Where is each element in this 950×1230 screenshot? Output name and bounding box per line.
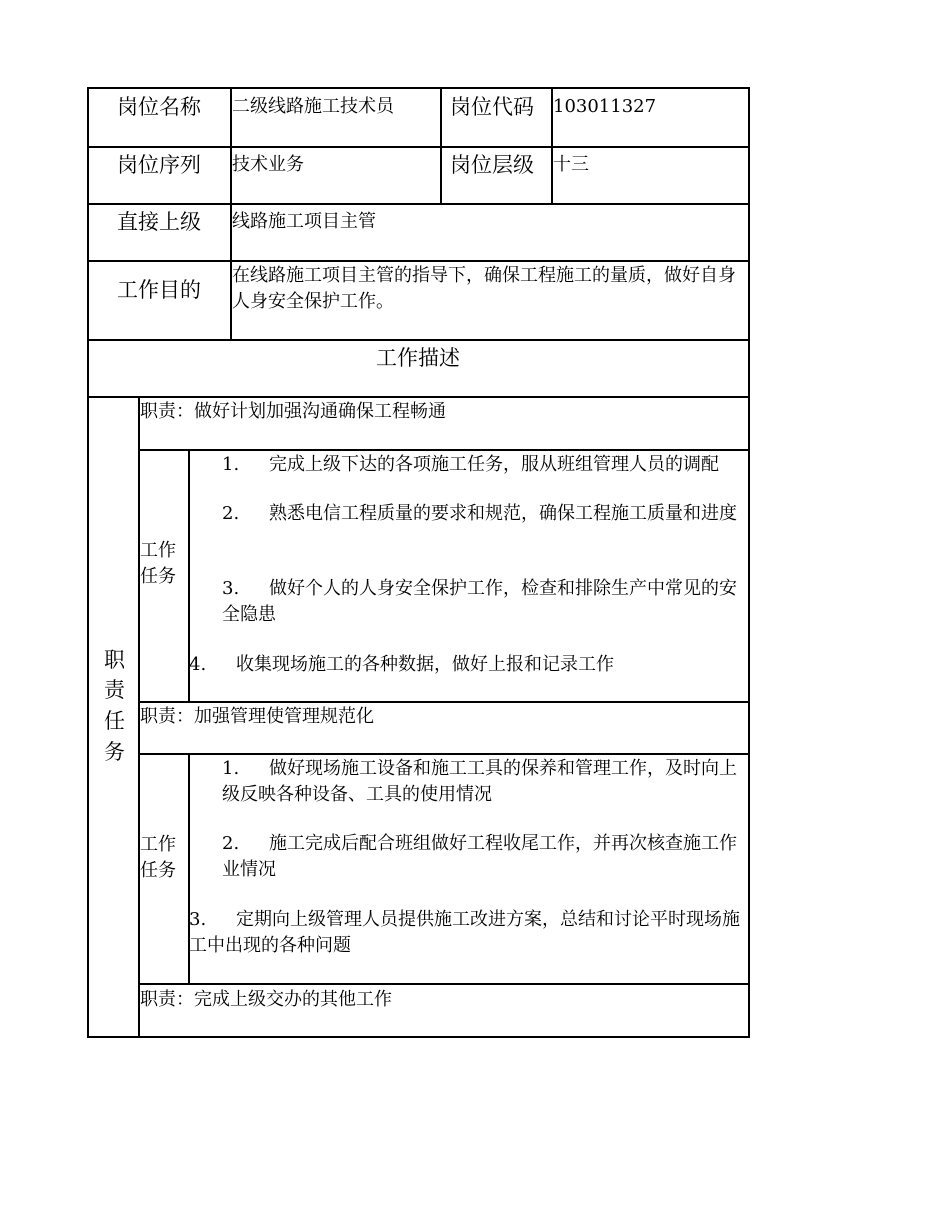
duty-title: 职责：做好计划加强沟通确保工程畅通: [140, 401, 446, 422]
position-level-value: 十三: [553, 154, 589, 175]
grid-line: [138, 701, 750, 703]
task-item: [222, 831, 740, 883]
task-text: 收集现场施工的各种数据，做好上报和记录工作: [236, 654, 614, 675]
task-text: 施工完成后配合班组做好工程收尾工作，并再次核查施工作业情况: [222, 833, 737, 880]
supervisor-label: 直接上级: [117, 210, 201, 234]
task-item: [222, 501, 740, 527]
task-text: 熟悉电信工程质量的要求和规范，确保工程施工质量和进度: [269, 503, 737, 524]
side-label-char: 务: [104, 740, 125, 764]
side-label-char: 责: [104, 678, 125, 702]
grid-line: [87, 339, 750, 341]
task-text: 做好现场施工设备和施工工具的保养和管理工作，及时向上级反映各种设备、工具的使用情况: [222, 758, 737, 805]
grid-line: [87, 260, 750, 262]
task-number: 2.: [222, 833, 240, 854]
task-item: [189, 907, 741, 959]
supervisor-value: 线路施工项目主管: [232, 211, 376, 232]
task-number: 2.: [222, 503, 240, 524]
duty-title: 职责：加强管理使管理规范化: [140, 706, 374, 727]
position-name-label: 岗位名称: [117, 95, 201, 119]
grid-line: [87, 396, 750, 398]
side-label-char: 职: [104, 648, 125, 672]
task-item: [222, 756, 740, 808]
grid-line: [87, 203, 750, 205]
position-name-value: 二级线路施工技术员: [232, 96, 394, 117]
description-title: 工作描述: [376, 346, 460, 370]
grid-line: [138, 983, 750, 985]
position-code-label: 岗位代码: [450, 95, 534, 119]
purpose-value: 在线路施工项目主管的指导下，确保工程施工的量质，做好自身人身安全保护工作。: [232, 265, 736, 312]
task-item: [189, 652, 739, 678]
grid-line: [87, 146, 750, 148]
task-number: 4.: [189, 654, 207, 675]
task-number: 1.: [222, 758, 240, 779]
grid-line: [138, 753, 750, 755]
task-number: 3.: [222, 578, 240, 599]
task-label: 任务: [140, 860, 176, 881]
position-level-label: 岗位层级: [450, 153, 534, 177]
grid-line: [748, 87, 750, 1038]
task-text: 定期向上级管理人员提供施工改进方案，总结和讨论平时现场施工中出现的各种问题: [189, 909, 740, 956]
task-number: 3.: [189, 909, 207, 930]
grid-line: [87, 1036, 750, 1038]
grid-line: [440, 87, 442, 205]
task-label: 任务: [140, 566, 176, 587]
purpose-label: 工作目的: [117, 278, 201, 302]
task-item: [222, 452, 740, 478]
position-code-value: 103011327: [553, 96, 657, 117]
position-series-label: 岗位序列: [117, 153, 201, 177]
grid-line: [87, 87, 89, 1038]
task-item: [222, 576, 740, 628]
grid-line: [87, 87, 750, 89]
position-series-value: 技术业务: [232, 154, 304, 175]
duty-title: 职责：完成上级交办的其他工作: [140, 989, 392, 1010]
grid-line: [138, 449, 750, 451]
task-label: 工作: [140, 540, 176, 561]
side-label-char: 任: [104, 709, 125, 733]
task-number: 1.: [222, 454, 240, 475]
task-text: 完成上级下达的各项施工任务，服从班组管理人员的调配: [269, 454, 719, 475]
task-label: 工作: [140, 834, 176, 855]
task-text: 做好个人的人身安全保护工作，检查和排除生产中常见的安全隐患: [222, 578, 737, 625]
